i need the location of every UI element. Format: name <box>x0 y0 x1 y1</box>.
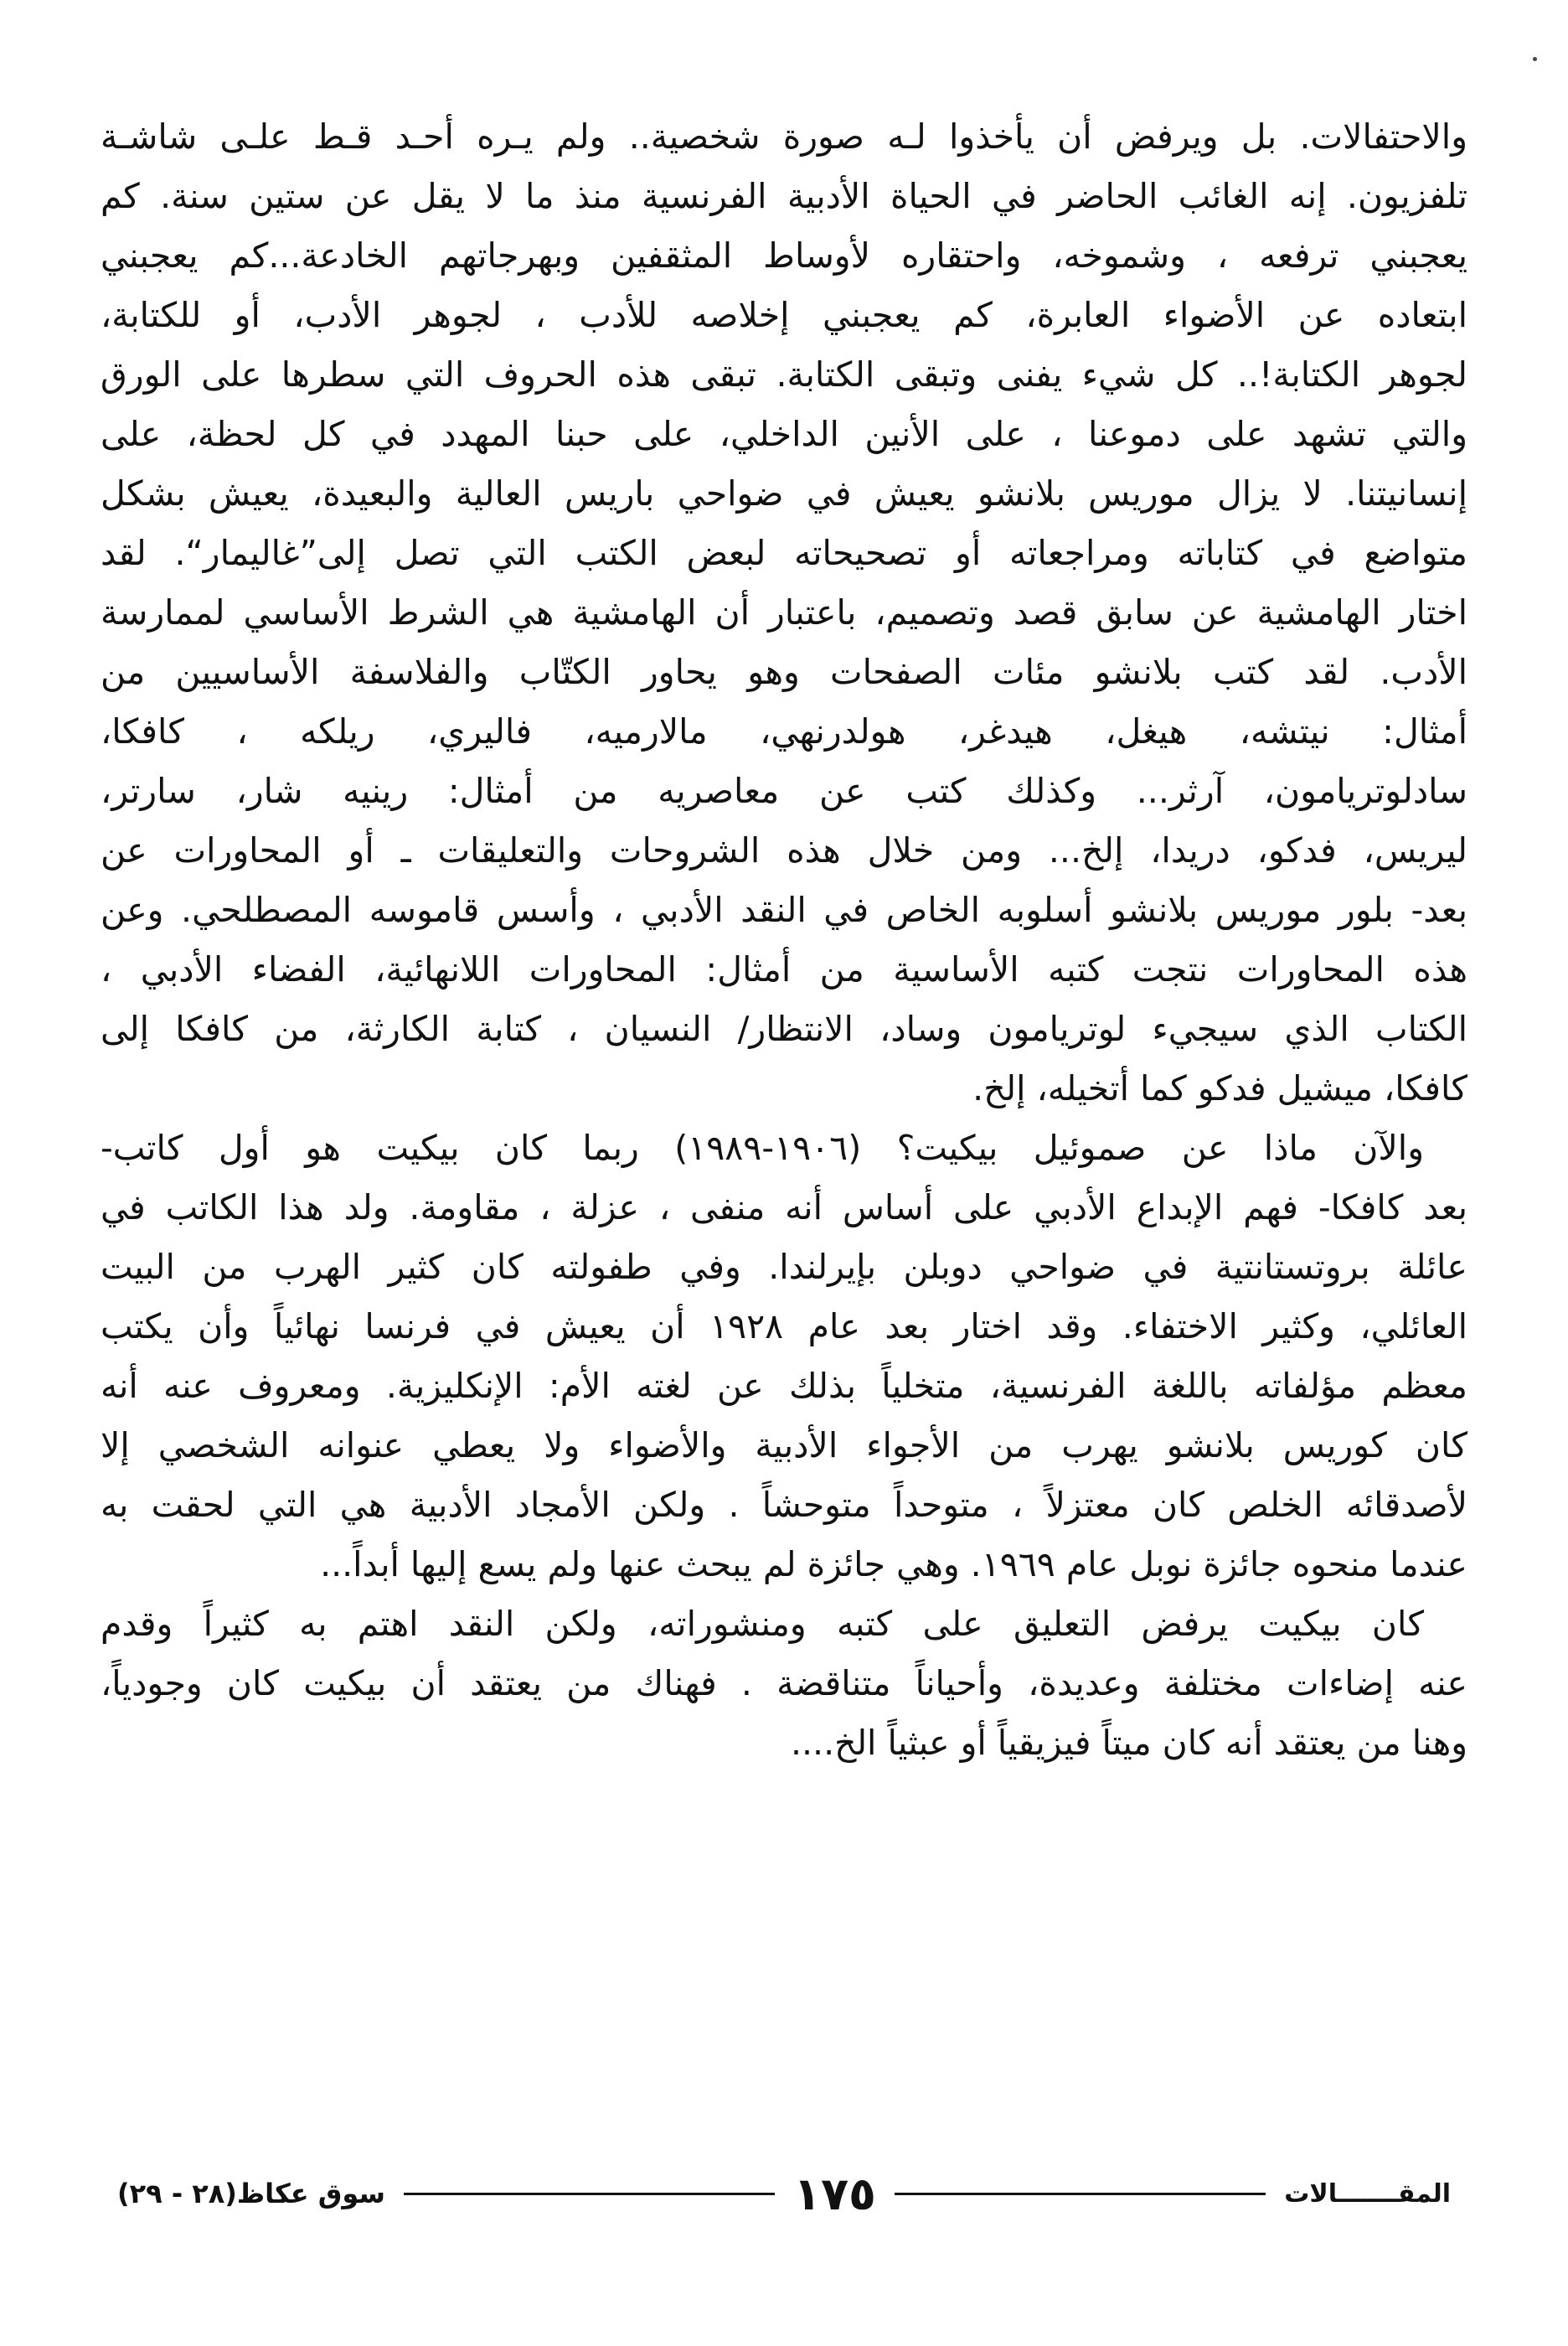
scan-speck <box>1533 57 1537 61</box>
text-line: تلفزيون. إنه الغائب الحاضر في الحياة الأدبية الفرنسية منذ ما لا يقل عن ستين سنة. كم <box>101 176 1467 216</box>
text-line: ليريس، فدكو، دريدا، إلخ... ومن خلال هذه الشروحات والتعليقات ـ أو المحاورات عن <box>101 830 1467 871</box>
text-line: سادلوتريامون، آرثر... وكذلك كتب عن معاصريه من أمثال: رينيه شار، سارتر، <box>101 771 1467 811</box>
paragraph-start-line: كان بيكيت يرفض التعليق على كتبه ومنشوراته، ولكن النقد اهتم به كثيراً وقدم <box>101 1604 1424 1644</box>
text-line: يعجبني ترفعه ، وشموخه، واحتقاره لأوساط المثقفين وبهرجاتهم الخادعة...كم يعجبني <box>101 235 1467 276</box>
text-line: متواضع في كتاباته ومراجعاته أو تصحيحاته لبعض الكتب التي تصل إلى”غاليمار“. لقد <box>101 533 1467 573</box>
text-line: بعد كافكا- فهم الإبداع الأدبي على أساس أنه منفى ، عزلة ، مقاومة. ولد هذا الكاتب في <box>101 1187 1467 1227</box>
footer-rule-right <box>895 2193 1266 2195</box>
paragraph-start-line: والآن ماذا عن صموئيل بيكيت؟ (١٩٠٦-١٩٨٩) ربما كان بيكيت هو أول كاتب- <box>101 1128 1424 1168</box>
text-line: إنسانيتنا. لا يزال موريس بلانشو يعيش في ضواحي باريس العالية والبعيدة، يعيش بشكل <box>101 473 1467 514</box>
text-line: العائلي، وكثير الاختفاء. وقد اختار بعد عام ١٩٢٨ أن يعيش في فرنسا نهائياً وأن يكتب <box>101 1306 1467 1346</box>
paragraph-end-line: وهنا من يعتقد أنه كان ميتاً فيزيقياً أو عبثياً الخ.... <box>790 1723 1467 1763</box>
page-footer <box>117 2168 1451 2219</box>
text-line: كان كوريس بلانشو يهرب من الأجواء الأدبية والأضواء ولا يعطي عنوانه الشخصي إلا <box>101 1425 1467 1465</box>
text-line: والاحتفالات. بل ويرفض أن يأخذوا لـه صورة شخصية.. ولم يـره أحـد قـط علـى شاشـة <box>101 116 1467 157</box>
footer-section-label: المقـــــــالات <box>1284 2178 1451 2209</box>
text-line: اختار الهامشية عن سابق قصد وتصميم، باعتبار أن الهامشية هي الشرط الأساسي لممارسة <box>101 592 1467 633</box>
text-line: هذه المحاورات نتجت كتبه الأساسية من أمثال: المحاورات اللانهائية، الفضاء الأدبي ، <box>101 949 1467 990</box>
article-body <box>101 107 1467 1773</box>
text-line: عنه إضاءات مختلفة وعديدة، وأحياناً متناقضة . فهناك من يعتقد أن بيكيت كان وجودياً، <box>101 1663 1467 1703</box>
text-line: معظم مؤلفاته باللغة الفرنسية، متخلياً بذلك عن لغته الأم: الإنكليزية. ومعروف عنه أنه <box>101 1366 1467 1406</box>
text-line: لأصدقائه الخلص كان معتزلاً ، متوحداً متوحشاً . ولكن الأمجاد الأدبية هي التي لحقت به <box>101 1485 1467 1525</box>
footer-journal-label: سوق عكاظ(٢٨ - ٢٩) <box>116 2178 385 2209</box>
text-line: عائلة بروتستانتية في ضواحي دوبلن بإيرلندا. وفي طفولته كان كثير الهرب من البيت <box>101 1247 1467 1287</box>
paragraph-end-line: عندما منحوه جائزة نوبل عام ١٩٦٩. وهي جائزة لم يبحث عنها ولم يسع إليها أبداً... <box>320 1544 1467 1584</box>
page-number: ١٧٥ <box>793 2167 877 2220</box>
text-line: ابتعاده عن الأضواء العابرة، كم يعجبني إخلاصه للأدب ، لجوهر الأدب، أو للكتابة، <box>101 295 1467 335</box>
text-line: الكتاب الذي سيجيء لوتريامون وساد، الانتظار/ النسيان ، كتابة الكارثة، من كافكا إلى <box>101 1009 1467 1049</box>
text-line: الأدب. لقد كتب بلانشو مئات الصفحات وهو يحاور الكتّاب والفلاسفة الأساسيين من <box>101 652 1467 692</box>
text-line: والتي تشهد على دموعنا ، على الأنين الداخلي، على حبنا المهدد في كل لحظة، على <box>101 414 1467 454</box>
text-line: بعد- بلور موريس بلانشو أسلوبه الخاص في النقد الأدبي ، وأسس قاموسه المصطلحي. وعن <box>101 890 1467 930</box>
paragraph-end-line: كافكا، ميشيل فدكو كما أتخيله، إلخ. <box>972 1068 1467 1108</box>
footer-rule-left <box>404 2193 775 2195</box>
text-line: أمثال: نيتشه، هيغل، هيدغر، هولدرنهي، مالارميه، فاليري، ريلكه ، كافكا، <box>101 711 1467 752</box>
text-line: لجوهر الكتابة!.. كل شيء يفنى وتبقى الكتابة. تبقى هذه الحروف التي سطرها على الورق <box>101 354 1467 395</box>
